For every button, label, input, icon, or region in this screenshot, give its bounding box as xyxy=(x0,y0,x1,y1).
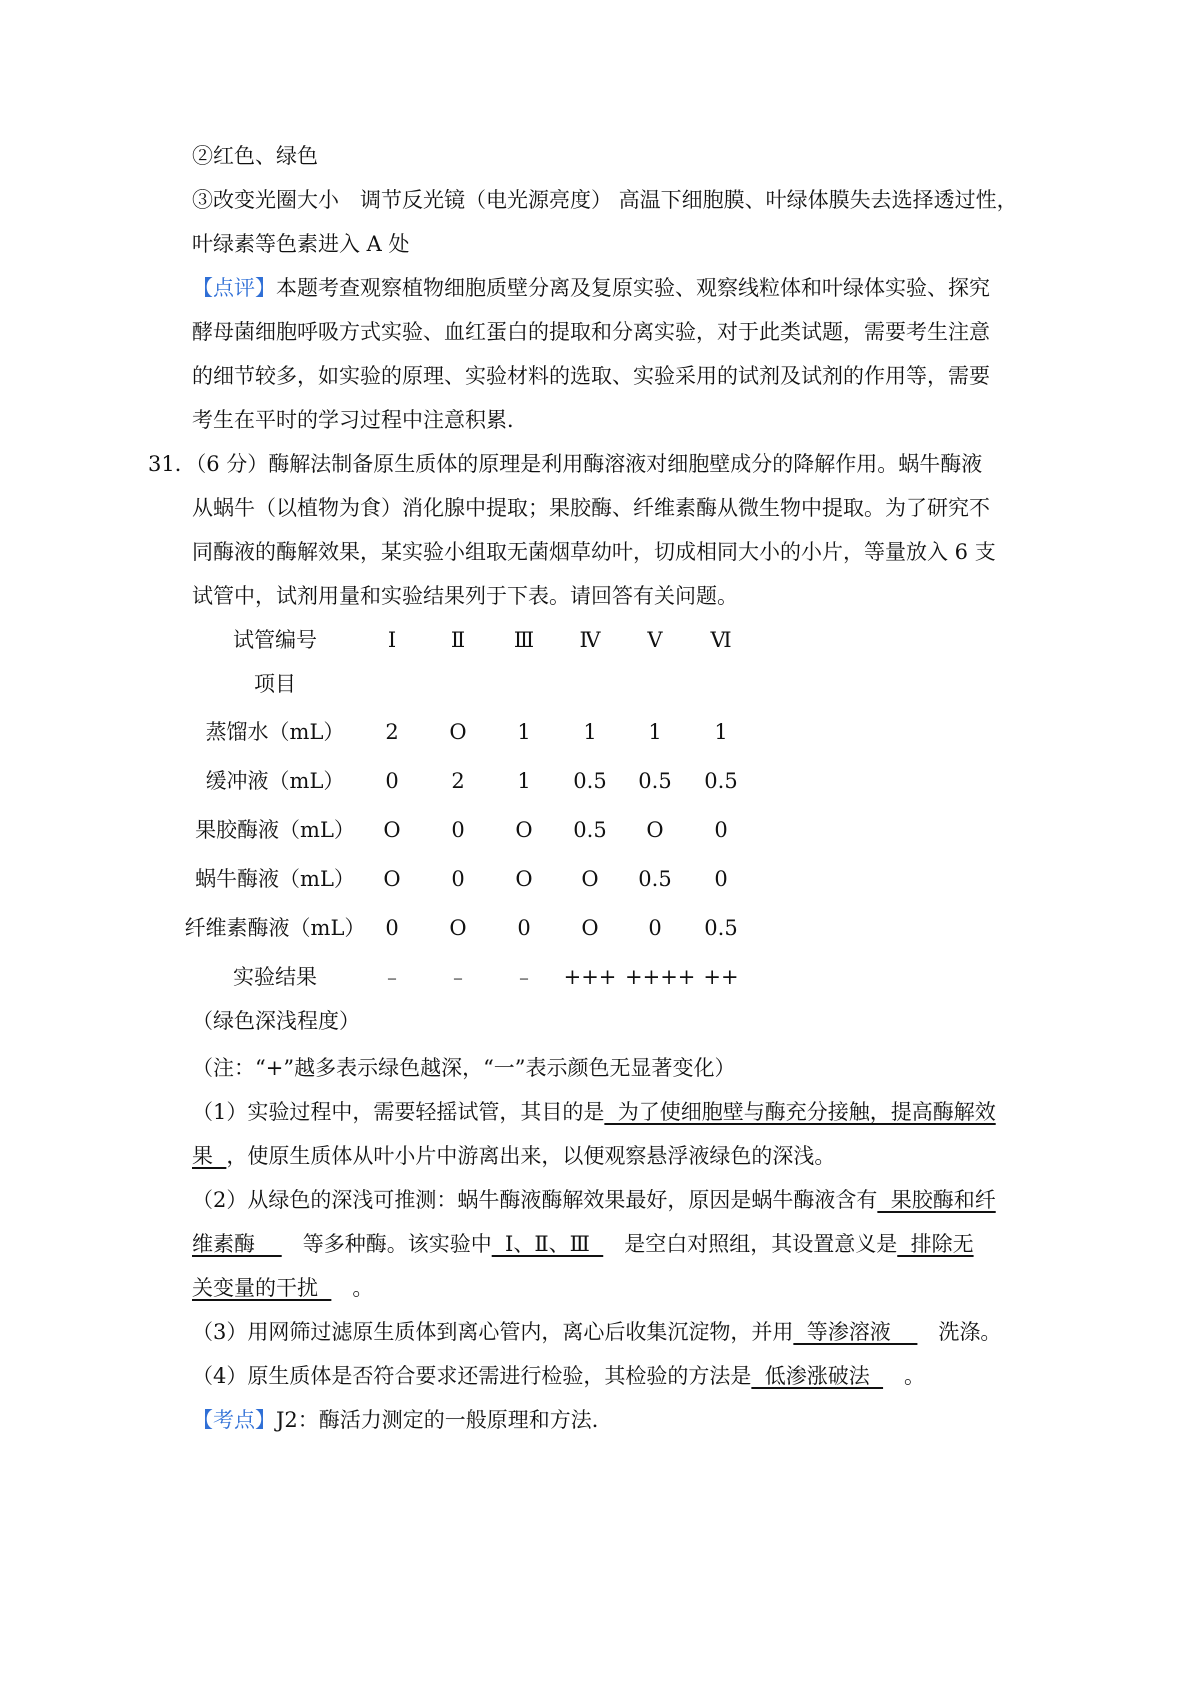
q3-end: 洗涤。 xyxy=(917,1320,1002,1344)
table-cell: 0.5 xyxy=(638,769,672,793)
table-cell: 0 xyxy=(714,867,728,891)
table-cell: 0.5 xyxy=(573,818,607,842)
kaodian-text: J2：酶活力测定的一般原理和方法． xyxy=(276,1408,613,1432)
table-cell: 1 xyxy=(583,720,597,744)
answer-q2-line-3 xyxy=(192,1274,373,1302)
table-cell: 0.5 xyxy=(704,769,738,793)
question-line-1: 31．（6 分）酶解法制备原生质体的原理是利用酶溶液对细胞壁成分的降解作用。蜗牛酶液 xyxy=(148,452,983,476)
table-corner-top: 试管编号 xyxy=(233,628,317,652)
question-line-2: 从蜗牛（以植物为食）消化腺中提取；果胶酶、纤维素酶从微生物中提取。为了研究不 xyxy=(192,496,990,520)
question-line-4: 试管中，试剂用量和实验结果列于下表。请回答有关问题。 xyxy=(192,584,738,608)
row-label: 纤维素酶液（mL） xyxy=(184,916,366,940)
table-cell: ++++ xyxy=(625,965,696,989)
table-cell: 0.5 xyxy=(638,867,672,891)
answer-q2-line-1 xyxy=(192,1186,996,1214)
table-cell: ﹣ xyxy=(381,965,403,989)
q2-end: 。 xyxy=(331,1276,374,1300)
answer-q3 xyxy=(192,1318,1001,1346)
q2-answer-3b: 关变量的干扰 xyxy=(192,1276,332,1300)
col-header: Ⅱ xyxy=(450,628,466,652)
row-label: 缓冲液（mL） xyxy=(205,769,345,793)
review-tag: 【点评】 xyxy=(192,276,276,300)
table-cell: O xyxy=(383,867,401,891)
q1-continuation: ，使原生质体从叶小片中游离出来，以便观察悬浮液绿色的深浅。 xyxy=(226,1144,836,1168)
q2-answer-1a: 果胶酶和纤 xyxy=(877,1188,996,1212)
review-line-1 xyxy=(192,274,990,302)
table-cell: 0 xyxy=(451,818,465,842)
table-cell: 0 xyxy=(517,916,531,940)
q2-mid-2: 是空白对照组，其设置意义是 xyxy=(603,1232,898,1256)
answer-3-line-1: ③改变光圈大小 调节反光镜（电光源亮度） 高温下细胞膜、叶绿体膜失去选择透过性， xyxy=(192,188,1018,212)
table-cell: O xyxy=(515,867,533,891)
table-cell: O xyxy=(449,916,467,940)
kaodian-tag: 【考点】 xyxy=(192,1408,276,1432)
table-cell: 1 xyxy=(714,720,728,744)
table-cell: 1 xyxy=(517,720,531,744)
q2-prompt: （2）从绿色的深浅可推测：蜗牛酶液酶解效果最好，原因是蜗牛酶液含有 xyxy=(192,1188,878,1212)
answer-3-line-2: 叶绿素等色素进入 A 处 xyxy=(192,232,410,256)
table-cell: O xyxy=(581,916,599,940)
table-cell: 0.5 xyxy=(573,769,607,793)
q2-answer-2: Ⅰ、Ⅱ、Ⅲ xyxy=(491,1232,604,1256)
row-label: 实验结果 xyxy=(233,965,317,989)
q3-answer: 等渗溶液 xyxy=(793,1320,918,1344)
table-cell: O xyxy=(581,867,599,891)
table-cell: 0 xyxy=(451,867,465,891)
table-cell: 0 xyxy=(385,769,399,793)
review-text-1: 本题考查观察植物细胞质壁分离及复原实验、观察线粒体和叶绿体实验、探究 xyxy=(276,276,990,300)
row-label: 果胶酶液（mL） xyxy=(195,818,355,842)
q2-answer-3a: 排除无 xyxy=(897,1232,974,1256)
table-cell: 0.5 xyxy=(704,916,738,940)
kaodian-line xyxy=(192,1406,613,1434)
table-cell: 1 xyxy=(648,720,662,744)
review-line-4: 考生在平时的学习过程中注意积累． xyxy=(192,408,528,432)
row-label: 蜗牛酶液（mL） xyxy=(195,867,355,891)
q4-answer: 低渗涨破法 xyxy=(751,1364,884,1388)
answer-2: ②红色、绿色 xyxy=(192,144,318,168)
table-cell: ++ xyxy=(703,965,739,989)
q4-prompt: （4）原生质体是否符合要求还需进行检验，其检验的方法是 xyxy=(192,1364,752,1388)
table-cell: O xyxy=(515,818,533,842)
q3-prompt: （3）用网筛过滤原生质体到离心管内，离心后收集沉淀物，并用 xyxy=(192,1320,794,1344)
table-cell: 2 xyxy=(385,720,399,744)
table-cell: +++ xyxy=(563,965,617,989)
table-cell: 1 xyxy=(517,769,531,793)
answer-q1-line-2 xyxy=(192,1142,835,1170)
col-header: Ⅰ xyxy=(387,628,397,652)
table-cell: 2 xyxy=(451,769,465,793)
col-header: Ⅳ xyxy=(579,628,601,652)
table-cell: ﹣ xyxy=(513,965,535,989)
row-label: 蒸馏水（mL） xyxy=(205,720,345,744)
table-cell: 0 xyxy=(385,916,399,940)
col-header: Ⅵ xyxy=(710,628,732,652)
review-line-2: 酵母菌细胞呼吸方式实验、血红蛋白的提取和分离实验，对于此类试题，需要考生注意 xyxy=(192,320,990,344)
table-cell: 0 xyxy=(714,818,728,842)
table-cell: ﹣ xyxy=(447,965,469,989)
answer-q1-line-1 xyxy=(192,1098,996,1126)
q1-answer-part-2: 果 xyxy=(192,1144,227,1168)
question-line-3: 同酶液的酶解效果，某实验小组取无菌烟草幼叶，切成相同大小的小片，等量放入 6 支 xyxy=(192,540,996,564)
table-note: （注：“+”越多表示绿色越深，“一”表示颜色无显著变化） xyxy=(192,1056,736,1080)
table-cell: O xyxy=(449,720,467,744)
q2-mid-1: 等多种酶。该实验中 xyxy=(281,1232,492,1256)
table-corner-bottom: 项目 xyxy=(254,672,296,696)
table-cell: O xyxy=(383,818,401,842)
col-header: Ⅴ xyxy=(647,628,663,652)
q2-answer-1b: 维素酶 xyxy=(192,1232,282,1256)
result-sublabel: （绿色深浅程度） xyxy=(192,1009,360,1033)
answer-q4 xyxy=(192,1362,925,1390)
review-line-3: 的细节较多，如实验的原理、实验材料的选取、实验采用的试剂及试剂的作用等，需要 xyxy=(192,364,990,388)
table-cell: 0 xyxy=(648,916,662,940)
table-cell: O xyxy=(646,818,664,842)
answer-q2-line-2 xyxy=(192,1230,974,1258)
q1-prompt: （1）实验过程中，需要轻摇试管，其目的是 xyxy=(192,1100,605,1124)
col-header: Ⅲ xyxy=(513,628,535,652)
q1-answer-part-1: 为了使细胞壁与酶充分接触，提高酶解效 xyxy=(604,1100,996,1124)
q4-end: 。 xyxy=(883,1364,926,1388)
